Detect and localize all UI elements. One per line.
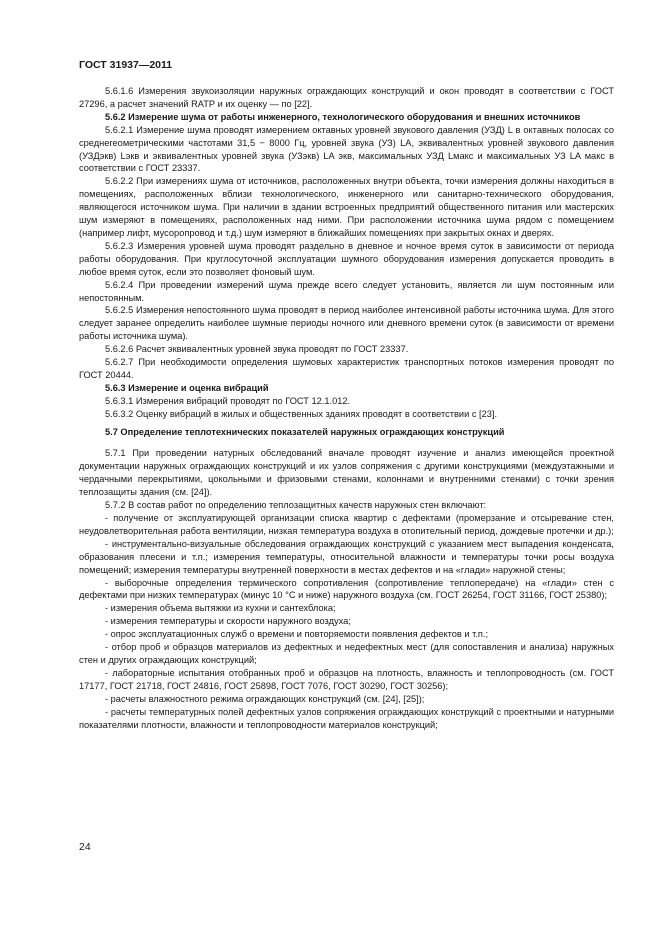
list-item: - расчеты температурных полей дефектных узлов сопряжения ограждающих конструкций с проектными и натурными показателями плотности, влажности и теплопроводности материалов конструкций;	[79, 706, 614, 730]
paragraph: 5.7.1 При проведении натурных обследований вначале проводят изучение и анализ имеющейся проектной документации наружных ограждающих конструкций и их узлов сопряжения с другими конструкциями (междуэтажными и чердачными перекрытиями, цокольными и фризовыми стенами, колоннами и внутренними стенами) с точки зрения теплозащиты здания (см. [24]).	[79, 448, 614, 498]
list-item: - расчеты влажностного режима ограждающих конструкций (см. [24], [25]);	[105, 693, 425, 704]
paragraph: 5.6.2.6 Расчет эквивалентных уровней звука проводят по ГОСТ 23337.	[105, 344, 409, 355]
list-item: - инструментально-визуальные обследования ограждающих конструкций с указанием мест выпадения конденсата, образования плесени и т.п.; измерения температуры, относительной влажности и температуры точки росы воздуха помещений; измерения температуры внутренней поверхности в местах дефектов и на «глади» наружной стены;	[79, 538, 614, 575]
list-item: - выборочные определения термического сопротивления (сопротивление теплопередаче) на «глади» стен с дефектами при низких температурах (минус 10 °С и ниже) наружного воздуха (см. ГОСТ 26254, ГОСТ 31166, ГОСТ 25380);	[79, 577, 614, 601]
section-heading: 5.7 Определение теплотехнических показателей наружных ограждающих конструкций	[105, 426, 505, 437]
section-heading: 5.6.3 Измерение и оценка вибраций	[105, 382, 269, 393]
list-item: - опрос эксплуатационных служб о времени и повторяемости появления дефектов и т.п.;	[105, 629, 489, 640]
paragraph: 5.6.3.2 Оценку вибраций в жилых и общественных зданиях проводят в соответствии с [23].	[105, 408, 498, 419]
paragraph: 5.7.2 В состав работ по определению теплозащитных качеств наружных стен включают:	[105, 500, 487, 511]
list-item: - отбор проб и образцов материалов из дефектных и недефектных мест (для сопоставления и анализа) наружных стен и других ограждающих конструкций;	[79, 642, 614, 665]
paragraph: 5.6.2.3 Измерения уровней шума проводят раздельно в дневное и ночное время суток в зависимости от периода работы оборудования. При круглосуточной эксплуатации шумного оборудования измерения допускается проводить в любое время суток, если это позволяет фоновый шум.	[79, 240, 614, 277]
list-item: - измерения объема вытяжки из кухни и сантехблока;	[105, 603, 336, 614]
section-heading: 5.6.2 Измерение шума от работы инженерного, технологического оборудования и внешних источников	[105, 111, 581, 122]
list-item: - измерения температуры и скорости наружного воздуха;	[105, 616, 351, 627]
paragraph: 5.6.3.1 Измерения вибраций проводят по ГОСТ 12.1.012.	[105, 395, 351, 406]
document-body	[79, 85, 614, 731]
page-header: ГОСТ 31937—2011	[79, 59, 173, 71]
paragraph: 5.6.1.6 Измерения звукоизоляции наружных ограждающих конструкций и окон проводят в соответствии с ГОСТ 27296, а расчет значений RАТР и их оценку — по [22].	[79, 86, 614, 109]
page-number: 24	[79, 841, 91, 853]
paragraph: 5.6.2.2 При измерениях шума от источников, расположенных внутри объекта, точки измерения должны находиться в помещениях, расположенных вблизи технологического, инженерного или санитарно-технического оборудования, являющегося источником шума. При наличии в здании встроенных предприятий общественного питания или мастерских шум измеряют в помещениях, расположенных над ними. При расположении источника шума рядом с помещением (например лифт, мусоропровод и т.д.) шум измеряют в ближайших помещениях при закрытых окнах и дверях.	[79, 176, 614, 238]
list-item: - лабораторные испытания отобранных проб и образцов на плотность, влажность и теплопроводность (см. ГОСТ 17177, ГОСТ 21718, ГОСТ 24816, ГОСТ 25898, ГОСТ 7076, ГОСТ 30290, ГОСТ 30256);	[79, 667, 614, 691]
paragraph: 5.6.2.7 При необходимости определения шумовых характеристик транспортных потоков измерения проводят по ГОСТ 20444.	[79, 357, 614, 380]
paragraph: 5.6.2.4 При проведении измерений шума прежде всего следует установить, является ли шум постоянным или непостоянным.	[79, 279, 614, 303]
list-item: - получение от эксплуатирующей организации списка квартир с дефектами (промерзание и отсыревание стен, неудовлетворительная работа вентиляции, низкая температура воздуха в отопительный период, дождевые протечки и др.);	[79, 513, 614, 536]
paragraph: 5.6.2.1 Измерение шума проводят измерением октавных уровней звукового давления (УЗД) L в октавных полосах со среднегеометрическими частотами 31,5 − 8000 Гц, уровней звука (УЗ) LA, эквивалентных уровней звукового давления (УЗДэкв) Lэкв и эквивалентных уровней звука (УЗэкв) LA экв, максимальных УЗД Lмакс и максимальных УЗ LA макс в соответствии с ГОСТ 23337.	[79, 124, 614, 174]
paragraph: 5.6.2.5 Измерения непостоянного шума проводят в период наиболее интенсивной работы источника шума. Для этого следует заранее определить наиболее шумные периоды ночного или дневного времени суток (в зависимости от времени работы источника шума).	[79, 305, 614, 342]
